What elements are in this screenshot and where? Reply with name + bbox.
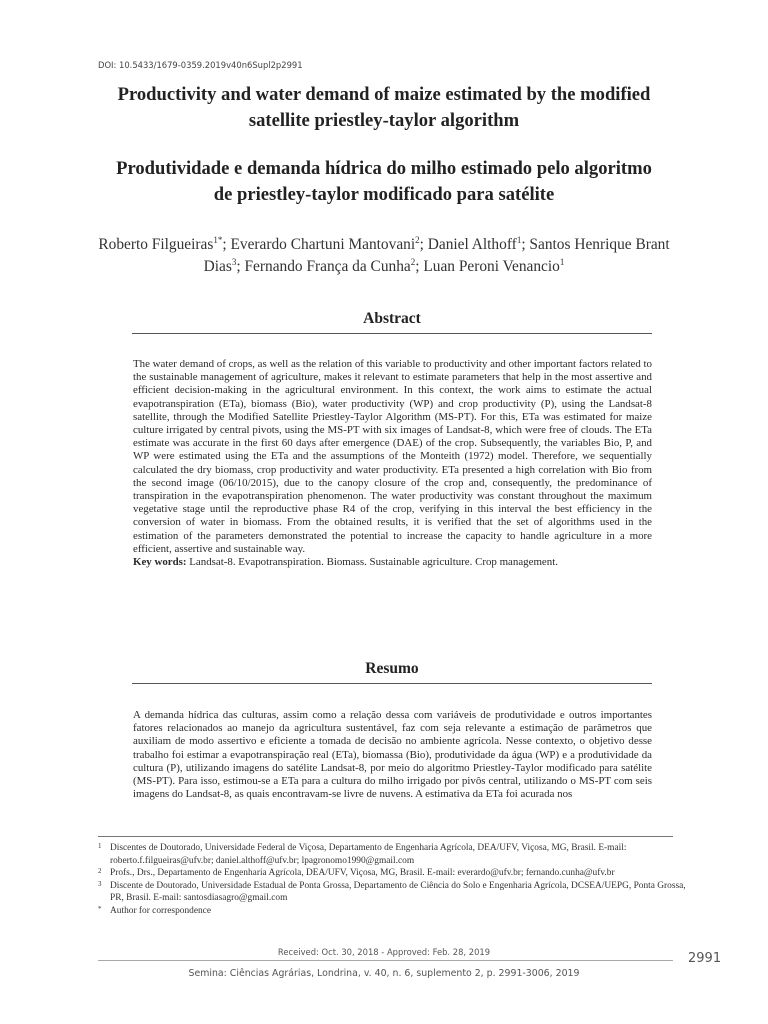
footnote-text: Author for correspondence (110, 905, 212, 916)
doi: DOI: 10.5433/1679-0359.2019v40n6Supl2p2991 (98, 60, 303, 70)
title-english-line-1: Productivity and water demand of maize estimated by the modified (117, 84, 651, 105)
author-name: ; Luan Peroni Venancio (415, 258, 560, 275)
author-name: ; Daniel Althoff (419, 236, 517, 253)
title-portuguese-line-1: Produtividade e demanda hídrica do milho estimado pelo algoritmo (116, 158, 652, 179)
author-affiliation-mark: 3 (231, 256, 237, 267)
author-affiliation-mark: 1* (213, 234, 223, 245)
footnote-text: Discentes de Doutorado, Universidade Federal de Viçosa, Departamento de Engenharia Agrícola, DEA/UFV, Viçosa, MG, Brasil. E-mail: roberto.f.filgueiras@ufv.br; daniel.althoff@ufv.br; lpagronomo1990@gmail.com (110, 843, 627, 866)
keywords-label: Key words: (133, 556, 187, 569)
author-name: Roberto Filgueiras (98, 236, 214, 253)
page-number: 2991 (688, 951, 722, 966)
keywords-line (133, 556, 652, 569)
author-list (80, 234, 688, 278)
footnote (98, 867, 690, 880)
resumo-divider (132, 683, 652, 684)
footnote-divider (98, 836, 673, 837)
footnote-mark: 2 (98, 867, 102, 876)
abstract-divider (132, 333, 652, 334)
received-dates: Received: Oct. 30, 2018 - Approved: Feb. 28, 2019 (277, 947, 491, 957)
keywords-text: Landsat-8. Evapotranspiration. Biomass. Sustainable agriculture. Crop management. (186, 556, 558, 569)
author-affiliation-mark: 1 (516, 234, 522, 245)
title-portuguese-line-2: de priestley-taylor modificado para satélite (213, 184, 555, 205)
title-english (60, 82, 708, 134)
footnotes (98, 842, 690, 918)
author-name: ; Santos Henrique Brant Dias (203, 236, 670, 275)
footnote-mark: 3 (98, 879, 102, 888)
abstract-heading: Abstract (363, 310, 421, 327)
resumo-text: A demanda hídrica das culturas, assim como a relação dessa com variáveis de produtividade e outros importantes fatores relacionados ao manejo da agricultura sustentável, faz com seja relevante a estimação de parâmetros que auxiliam de modo assertivo e eficiente a tomada de decisão no ambiente agrícola. Nesse contexto, o objetivo desse trabalho foi estimar a evapotranspiração real (ETa), biomassa (Bio), produtividade da água (WP) e a produtividade da cultura (P), utilizando imagens do satélite Landsat-8, por meio do algoritmo Priestley-Taylor modificado para satélite (MS-PT). Para isso, estimou-se a ETa para a cultura do milho irrigado por pivôs central, utilizando o MS-PT com seis imagens do Landsat-8, as quais encontravam-se livre de nuvens. A estimativa da ETa foi acurada nos (133, 709, 652, 801)
footnote (98, 880, 690, 905)
resumo-body (133, 709, 652, 835)
journal-citation: Semina: Ciências Agrárias, Londrina, v. 40, n. 6, suplemento 2, p. 2991-3006, 2019 (188, 968, 580, 979)
footnote-mark: * (98, 904, 102, 913)
abstract-text: The water demand of crops, as well as the relation of this variable to productivity and other important factors related to the sustainable management of agriculture, makes it relevant to estimate parameters that help in the most assertive and efficient decision-making in the agricultural environment. In this context, the work aims to estimate the actual evapotranspiration (ETa), biomass (Bio), water productivity (WP) and crop productivity (P), using the Landsat-8 satellite, through the Modified Satellite Priestley-Taylor Algorithm (MS-PT). For this, ETa was estimated for maize culture irrigated by central pivots, using the MS-PT with six images of Landsat-8, which were free of clouds. The ETa estimate was accurate in the first 60 days after emergence (DAE) of the crop. Subsequently, the variables Bio, P, and WP were estimated using the ETa and the assumptions of the Monteith (1972) model. Therefore, we sequentially calculated the dry biomass, crop productivity and water productivity. ETa presented a high correlation with Bio from the second image (06/10/2015), due to the canopy closure of the crop and, consequently, the predominance of transpiration in the evapotranspiration phenomenon. The water productivity was constant throughout the maximum vegetative stage until the reproductive phase R4 of the crop, verifying in this interval the best efficiency in the conversion of water in biomass. From the obtained results, it is verified that the set of algorithms used in the estimation of the parameters demonstrated the potential to increase the capacity to handle agriculture in a more efficient, assertive and sustainable way. (133, 358, 652, 555)
author-affiliation-mark: 1 (559, 256, 565, 267)
title-english-line-2: satellite priestley-taylor algorithm (248, 110, 520, 131)
author-name: ; Fernando França da Cunha (236, 258, 411, 275)
resumo-heading: Resumo (365, 660, 419, 677)
author-affiliation-mark: 2 (410, 256, 416, 267)
author-affiliation-mark: 2 (415, 234, 420, 245)
author-name: ; Everardo Chartuni Mantovani (222, 236, 416, 253)
abstract-body (133, 358, 652, 569)
footnote-text: Profs., Drs., Departamento de Engenharia Agrícola, DEA/UFV, Viçosa, MG, Brasil. E-mail: everardo@ufv.br; fernando.cunha@ufv.br (110, 868, 615, 879)
footer-divider (98, 960, 673, 961)
title-portuguese (60, 156, 708, 208)
footnote (98, 905, 690, 918)
footnote-text: Discente de Doutorado, Universidade Estadual de Ponta Grossa, Departamento de Ciência do Solo e Engenharia Agrícola, DCSEA/UEPG, Ponta Grossa, PR, Brasil. E-mail: santosdiasagro@gmail.com (110, 880, 686, 904)
footnote (98, 842, 690, 867)
footnote-mark: 1 (98, 842, 102, 850)
